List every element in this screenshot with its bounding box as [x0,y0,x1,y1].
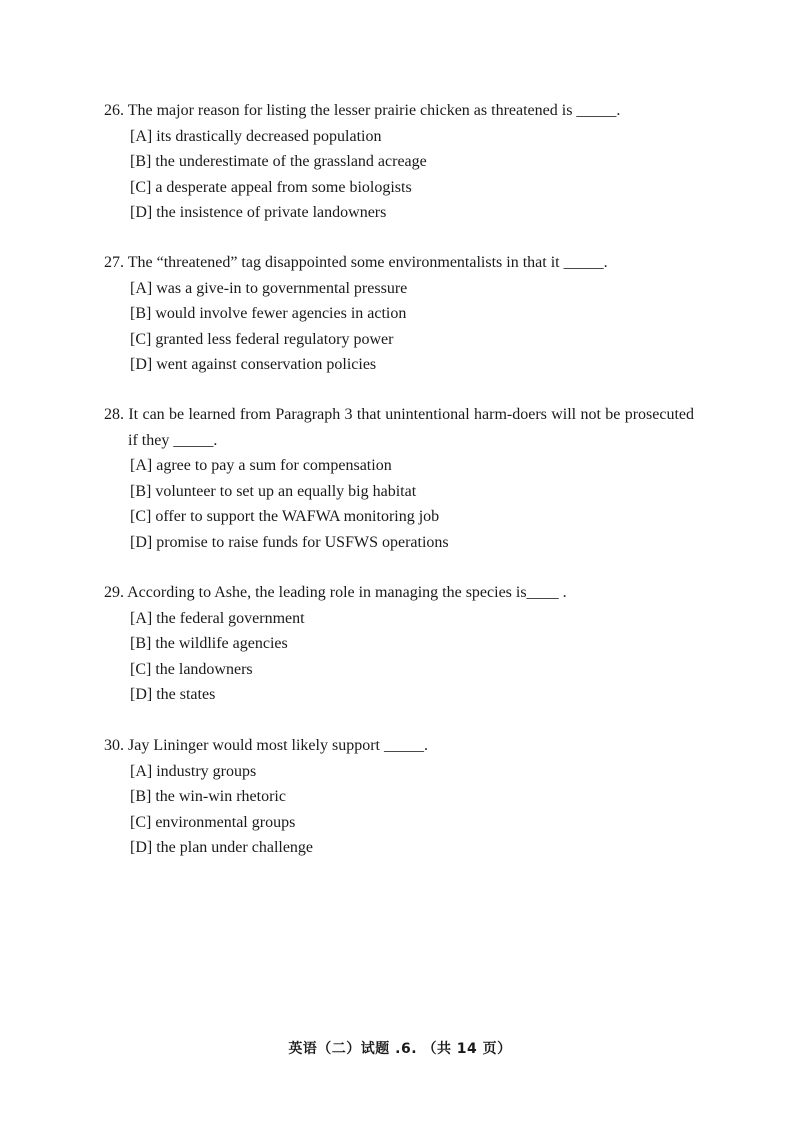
option-a: [A] industry groups [130,762,257,780]
question-stem: 29. According to Ashe, the leading role in managing the species is____ . [104,584,567,601]
option-a: [A] agree to pay a sum for compensation [130,457,392,474]
option-a: [A] its drastically decreased population [130,127,382,145]
page-footer: 英语（二）试题 .6. （共 14 页） [288,1041,512,1057]
option-a: [A] the federal government [130,609,305,627]
option-b: [B] the underestimate of the grassland acreage [130,153,427,170]
question-stem: 30. Jay Lininger would most likely support _____. [104,737,428,754]
option-d: [D] the states [130,686,216,703]
question-stem: 26. The major reason for listing the lesser prairie chicken as threatened is _____. [104,102,621,119]
option-d: [D] went against conservation policies [130,356,377,373]
option-d: [D] the plan under challenge [130,839,314,856]
option-a: [A] was a give-in to governmental pressure [130,279,408,297]
question-27 [104,250,694,378]
option-c: [C] offer to support the WAFWA monitoring job [130,508,440,525]
option-b: [B] would involve fewer agencies in action [130,305,407,322]
option-list [104,759,694,861]
option-b: [B] the win-win rhetoric [130,788,286,805]
question-28 [104,402,694,555]
option-d: [D] the insistence of private landowners [130,204,387,221]
question-26 [104,98,694,226]
question-stem: 27. The “threatened” tag disappointed some environmentalists in that it _____. [104,254,608,271]
option-c: [C] a desperate appeal from some biologists [130,178,412,196]
option-d: [D] promise to raise funds for USFWS operations [130,533,449,551]
option-list [104,124,694,226]
option-list [104,453,694,555]
option-b: [B] the wildlife agencies [130,635,288,652]
question-29 [104,580,694,708]
option-list [104,276,694,378]
option-c: [C] the landowners [130,660,253,678]
question-30 [104,733,694,861]
option-c: [C] environmental groups [130,813,296,831]
option-b: [B] volunteer to set up an equally big habitat [130,482,417,500]
option-c: [C] granted less federal regulatory power [130,330,394,348]
question-stem: 28. It can be learned from Paragraph 3 that unintentional harm-doers will not be prosecuted if they _____. [104,406,694,449]
option-list [104,606,694,708]
